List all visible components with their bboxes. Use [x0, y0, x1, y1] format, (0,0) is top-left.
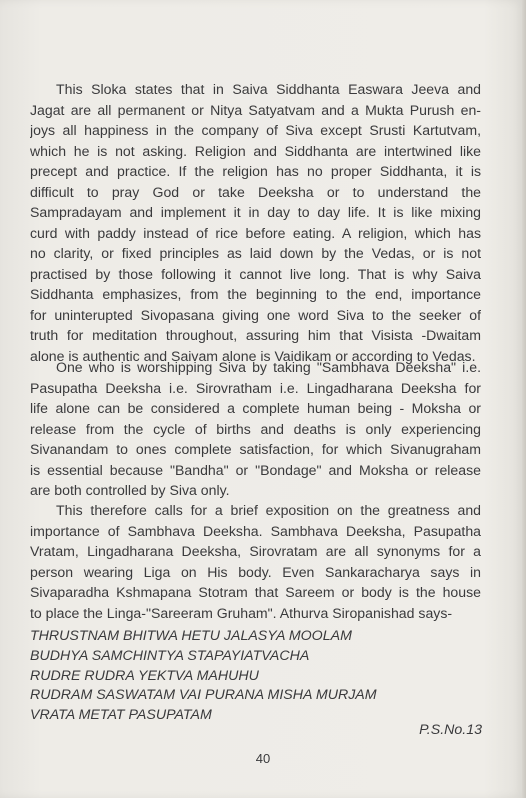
page-edge — [522, 0, 526, 798]
paragraph-line: This therefore calls for a brief exposition on the greatness and — [56, 502, 481, 518]
verse-line: RUDRAM SASWATAM VAI PURANA MISHA MURJAM — [30, 687, 377, 704]
paragraph-2 — [30, 357, 481, 501]
paragraph-line: truth for meditation throughout, assuring him that Visista -Dwaitam — [30, 327, 481, 343]
paragraph-line: no clarity, or fixed principles as laid down by the Vedas, or is not — [30, 245, 481, 261]
paragraph-line: release from the cycle of births and deaths is only experiencing — [30, 420, 481, 437]
paragraph-line: Sampradayam and implement it in day to day life. It is like mixing — [30, 204, 481, 220]
sanskrit-verse — [30, 627, 490, 726]
paragraph-line: person wearing Liga on His body. Even Sankaracharya says in — [30, 563, 481, 580]
verse-line: BUDHYA SAMCHINTYA STAPAYIATVACHA — [30, 647, 310, 664]
paragraph-line: for uninterupted Sivopasana giving one word Siva to the seeker of — [30, 306, 481, 323]
paragraph-line: Jagat are all permanent or Nitya Satyatvam and a Mukta Purush en- — [30, 101, 481, 118]
paragraph-line: which he is not asking. Religion and Siddhanta are intertwined like — [30, 142, 481, 159]
paragraph-line: curd with paddy instead of rice before eating. A religion, which has — [30, 224, 481, 241]
paragraph-line: to place the Linga-"Sareeram Gruham". Athurva Siropanishad says- — [30, 604, 453, 621]
paragraph-line: Siddhanta emphasizes, from the beginning to the end, importance — [30, 286, 481, 302]
paragraph-line: alone is authentic and Saivam alone is Vaidikam or according to Vedas. — [30, 347, 476, 364]
verse-line: THRUSTNAM BHITWA HETU JALASYA MOOLAM — [30, 628, 352, 644]
verse-line: VRATA METAT PASUPATAM — [30, 707, 212, 724]
paragraph-line: are both controlled by Siva only. — [30, 482, 230, 498]
page-number: 40 — [255, 751, 271, 766]
paragraph-line: importance of Sambhava Deeksha. Sambhava Deeksha, Pasupatha — [30, 522, 481, 539]
paragraph-line: Sivaparadha Kshmapana Stotram that Sareem or body is the house — [30, 584, 481, 600]
paragraph-line: Vratam, Lingadharana Deeksha, Sirovratam are all synonyms for a — [30, 543, 481, 559]
paragraph-line: is essential because "Bandha" or "Bondage" and Moksha or release — [30, 461, 481, 478]
verse-reference: P.S.No.13 — [419, 722, 482, 738]
paragraph-line: joys all happiness in the company of Siva except Srusti Kartutvam, — [30, 122, 481, 138]
paragraph-line: One who is worshipping Siva by taking "Sambhava Deeksha" i.e. — [56, 359, 481, 375]
verse-line: RUDRE RUDRA YEKTVA MAHUHU — [30, 667, 259, 684]
paragraph-line: Pasupatha Deeksha i.e. Sirovratham i.e. Lingadharana Deeksha for — [30, 379, 481, 396]
paragraph-line: Sivanandam to ones complete satisfaction, for which Sivanugraham — [30, 441, 481, 457]
paragraph-3 — [30, 500, 481, 623]
paragraph-line: practised by those following it cannot live long. That is why Saiva — [30, 265, 481, 282]
paragraph-line: This Sloka states that in Saiva Siddhanta Easwara Jeeva and — [56, 81, 481, 97]
paragraph-line: difficult to pray God or take Deeksha or to understand the — [30, 183, 481, 200]
paragraph-1 — [30, 79, 481, 366]
paragraph-line: precept and practice. If the religion has no proper Siddhanta, it is — [30, 163, 481, 179]
paragraph-line: life alone can be considered a complete human being - Moksha or — [30, 400, 481, 416]
